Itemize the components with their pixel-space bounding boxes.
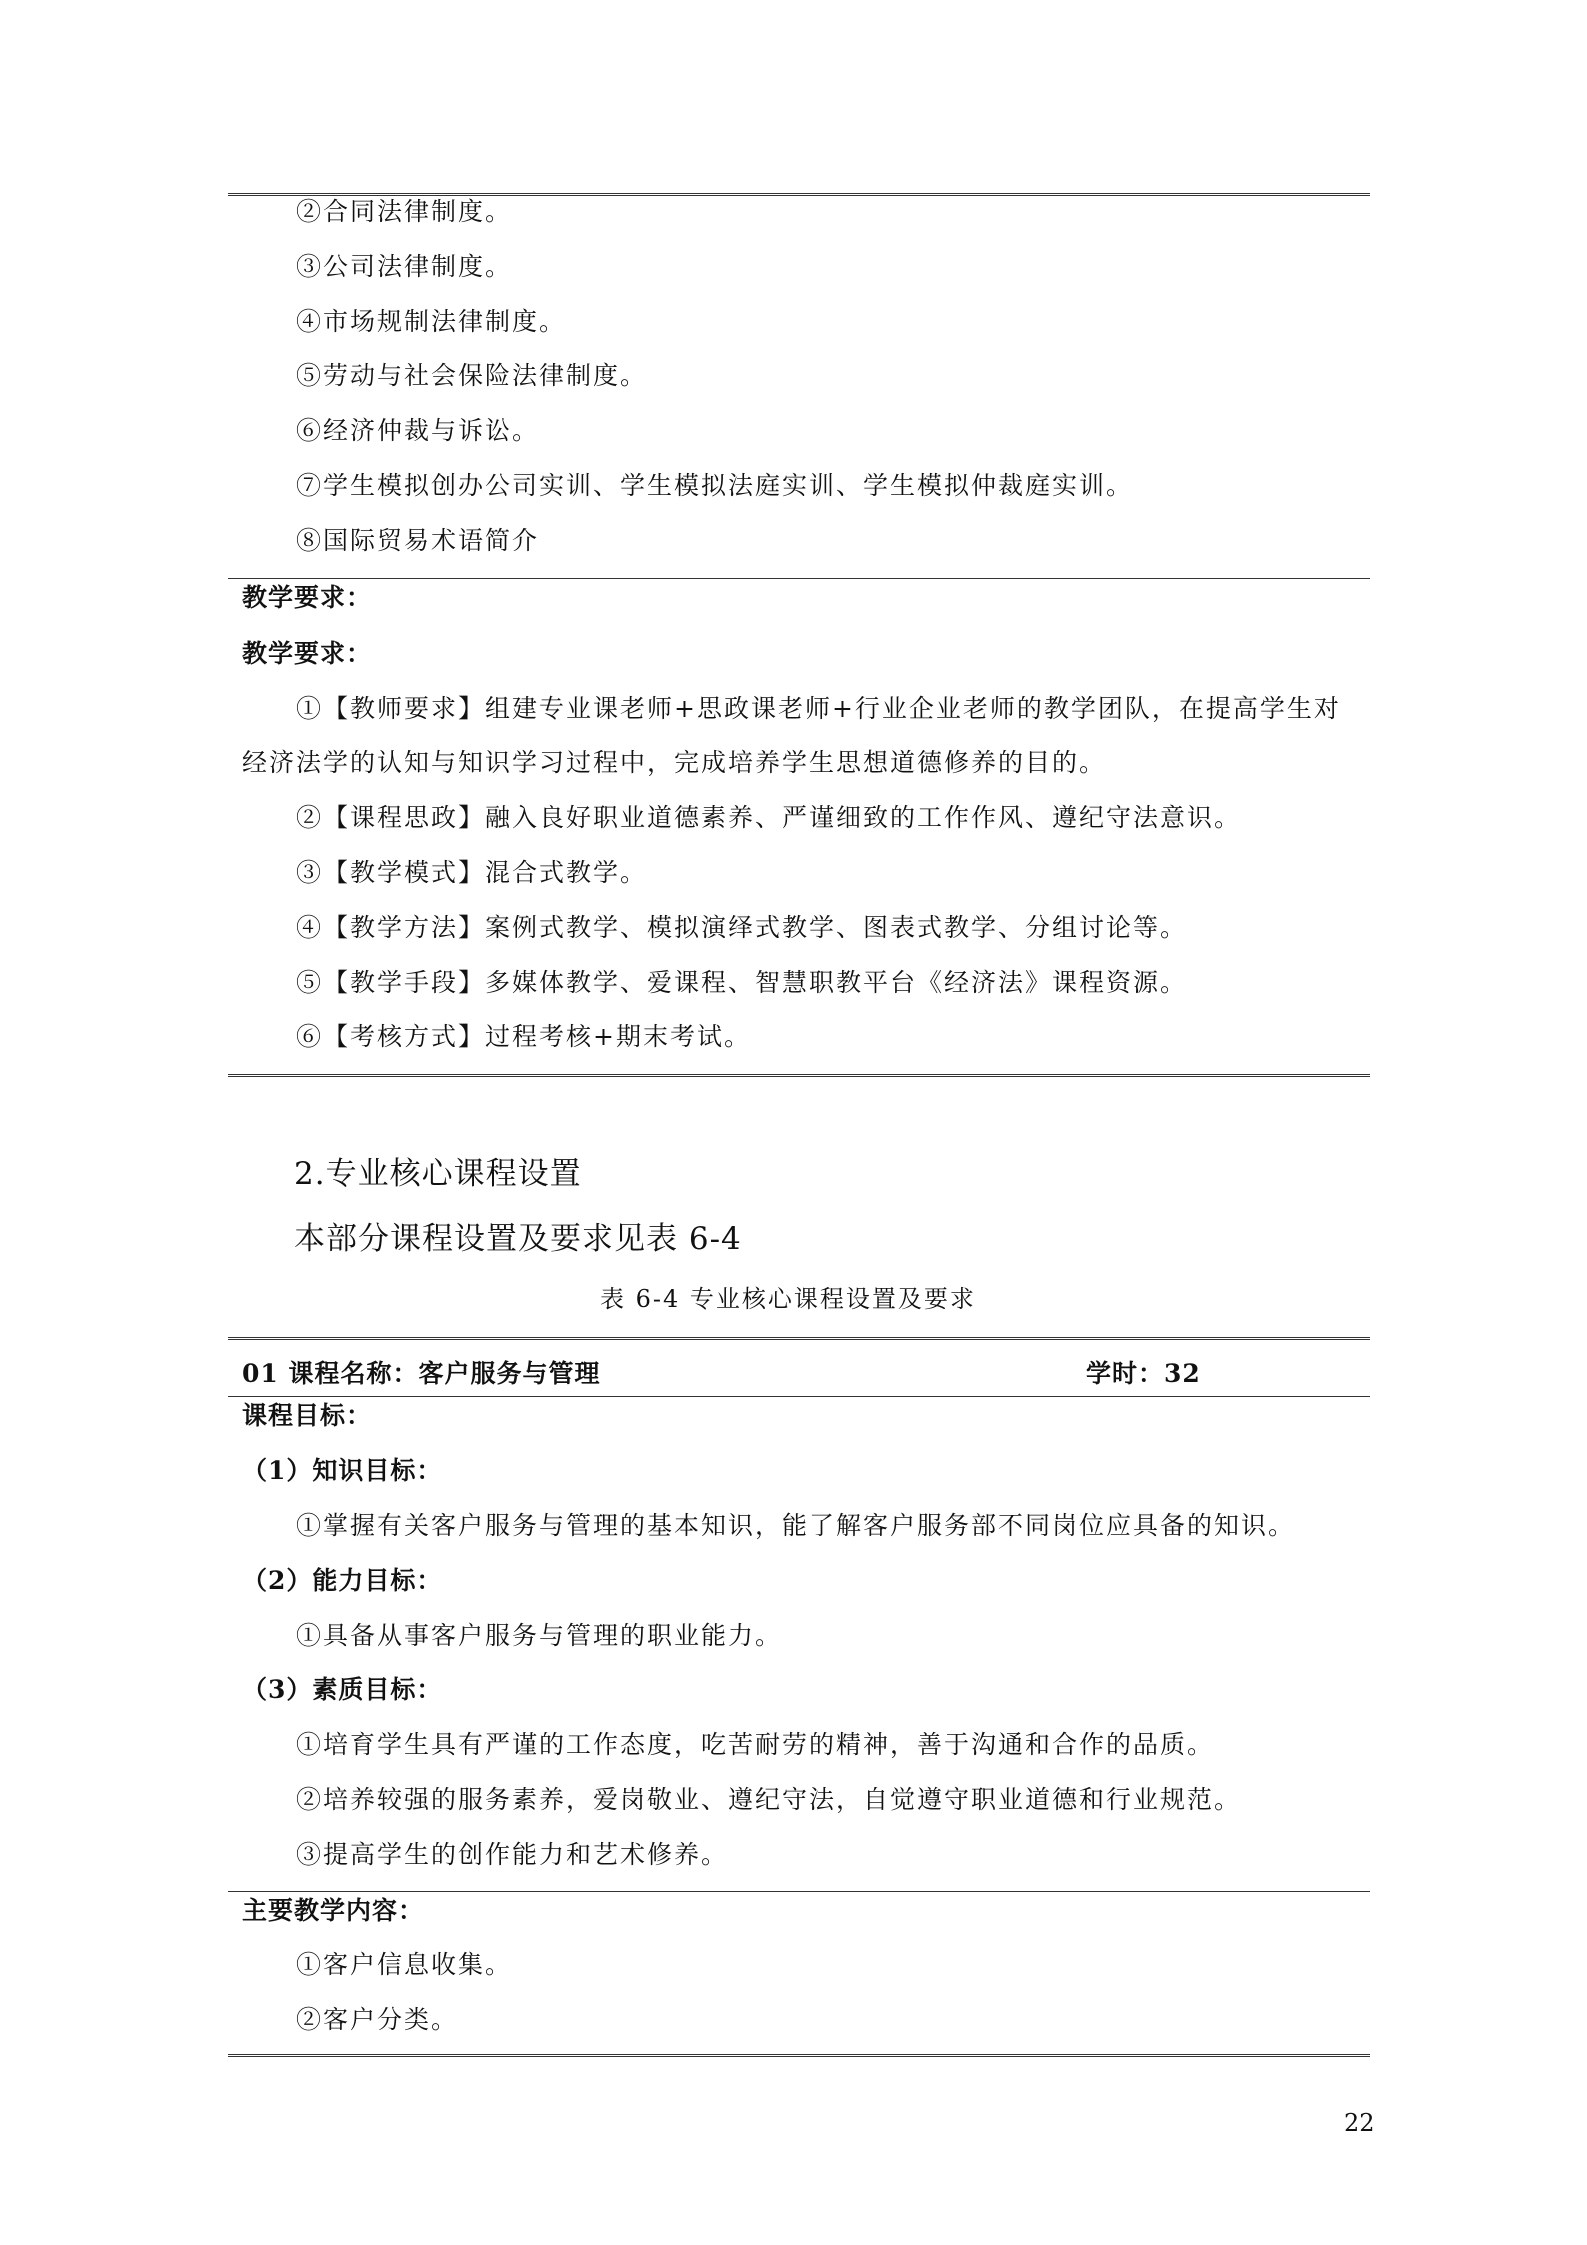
quality-item: ①培育学生具有严谨的工作态度，吃苦耐劳的精神，善于沟通和合作的品质。 — [296, 1730, 1215, 1759]
course-hours: 学时：32 — [1086, 1359, 1201, 1388]
requirement-line: ⑤【教学手段】多媒体教学、爱课程、智慧职教平台《经济法》课程资源。 — [296, 968, 1188, 997]
quality-item: ③提高学生的创作能力和艺术修养。 — [296, 1840, 729, 1869]
objectives-header: 课程目标： — [242, 1401, 373, 1430]
core-course-table — [228, 0, 1370, 2080]
content-item: ⑧国际贸易术语简介 — [296, 526, 540, 555]
content-item: ②客户分类。 — [296, 2005, 459, 2034]
content-item: ⑤劳动与社会保险法律制度。 — [296, 361, 648, 390]
requirement-line: ①【教师要求】组建专业课老师+思政课老师+行业企业老师的教学团队，在提高学生对 — [296, 694, 1341, 723]
content-item: ⑦学生模拟创办公司实训、学生模拟法庭实训、学生模拟仲裁庭实训。 — [296, 471, 1134, 500]
knowledge-item: ①掌握有关客户服务与管理的基本知识，能了解客户服务部不同岗位应具备的知识。 — [296, 1511, 1296, 1540]
requirements-subheader: 教学要求： — [242, 639, 373, 668]
page-number: 22 — [1344, 2109, 1375, 2137]
section-heading: 2.专业核心课程设置 — [294, 1156, 582, 1192]
requirement-line: ④【教学方法】案例式教学、模拟演绎式教学、图表式教学、分组讨论等。 — [296, 913, 1188, 942]
section-intro: 本部分课程设置及要求见表 6-4 — [294, 1221, 742, 1257]
content-item: ②合同法律制度。 — [296, 197, 513, 226]
table-row-divider — [228, 1891, 1370, 1892]
knowledge-header: （1）知识目标： — [242, 1456, 443, 1485]
content-item: ①客户信息收集。 — [296, 1950, 513, 1979]
ability-item: ①具备从事客户服务与管理的职业能力。 — [296, 1621, 783, 1650]
table-caption: 表 6-4 专业核心课程设置及要求 — [600, 1285, 976, 1313]
content-item: ③公司法律制度。 — [296, 252, 513, 281]
content-item: ④市场规制法律制度。 — [296, 307, 567, 336]
requirement-line: 经济法学的认知与知识学习过程中，完成培养学生思想道德修养的目的。 — [242, 748, 1107, 777]
table-bottom-rule — [228, 2054, 1370, 2057]
requirement-line: ②【课程思政】融入良好职业道德素养、严谨细致的工作作风、遵纪守法意识。 — [296, 803, 1242, 832]
quality-header: （3）素质目标： — [242, 1675, 443, 1704]
content-item: ⑥经济仲裁与诉讼。 — [296, 416, 540, 445]
content-header: 主要教学内容： — [242, 1896, 425, 1925]
ability-header: （2）能力目标： — [242, 1566, 443, 1595]
requirement-line: ⑥【考核方式】过程考核+期末考试。 — [296, 1022, 751, 1051]
course-name: 01 课程名称：客户服务与管理 — [242, 1359, 601, 1388]
requirements-header: 教学要求： — [242, 583, 373, 612]
table-top-rule — [228, 1337, 1370, 1340]
quality-item: ②培养较强的服务素养，爱岗敬业、遵纪守法，自觉遵守职业道德和行业规范。 — [296, 1785, 1242, 1814]
table-row-divider — [228, 1396, 1370, 1397]
requirement-line: ③【教学模式】混合式教学。 — [296, 858, 648, 887]
